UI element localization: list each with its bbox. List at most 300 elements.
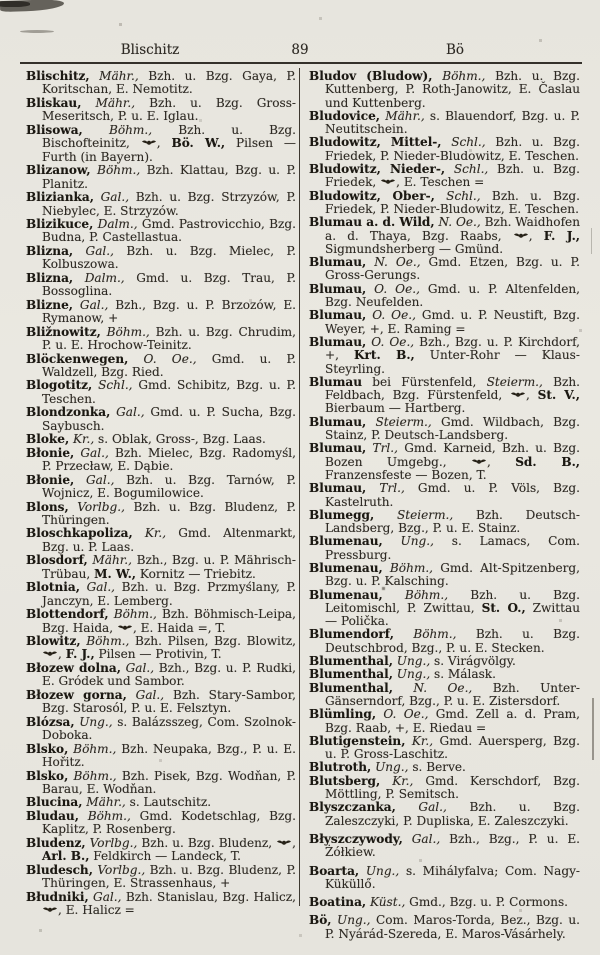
- gazetteer-entry: [309, 628, 580, 655]
- entry-text-segment: Zwittau — Polička.: [325, 600, 580, 629]
- entry-text-segment: ,: [292, 835, 296, 850]
- entry-text-segment: Boarta,: [309, 863, 360, 878]
- entry-text-segment: Bloschkapoliza,: [26, 526, 133, 541]
- entry-text-segment: Bloke,: [26, 432, 70, 447]
- gazetteer-entry: [309, 482, 580, 509]
- entry-text-segment: Bzh., Bzg., P. u. E. Żółkiew.: [325, 831, 580, 860]
- entry-text-segment: Bludesch,: [26, 862, 93, 877]
- entry-text-segment: Vorlbg.,: [92, 862, 146, 877]
- entry-text-segment: Blutroth,: [309, 760, 372, 775]
- gazetteer-entry: [309, 708, 580, 735]
- entry-text-segment: Gal.,: [402, 831, 441, 846]
- gazetteer-entry: [309, 775, 580, 802]
- entry-text-segment: Blutigenstein,: [309, 733, 406, 748]
- gazetteer-entry: [26, 433, 296, 446]
- entry-text-segment: Błyszczywody,: [309, 831, 403, 846]
- entry-text-segment: Pilsen — Furth (in Bayern).: [42, 136, 296, 164]
- entry-text-segment: Kr.,: [405, 733, 434, 748]
- entry-text-segment: Trl.,: [366, 481, 405, 496]
- entry-text-segment: Sigmundsherberg — Gmünd.: [325, 241, 504, 256]
- gazetteer-entry: [26, 662, 296, 689]
- entry-text-segment: Blizanow,: [26, 163, 91, 178]
- entry-text-segment: Bzh. u. Bzg. Bludenz, P. Thüringen, E. Strassenhaus, +: [42, 862, 296, 891]
- entry-text-segment: M. W.,: [94, 566, 137, 581]
- entry-text-segment: Bzh. u. Bzg. Bischofteinitz,: [42, 122, 296, 151]
- gazetteer-entry: [26, 743, 296, 770]
- entry-text-segment: Blumau: [309, 374, 363, 389]
- entry-text-segment: , E. Haida =, T.: [132, 620, 226, 635]
- entry-text-segment: Gal.,: [73, 243, 114, 258]
- entry-text-segment: Bzh. u. Bzg. Gross-Meseritsch, P. u. E. Iglau.: [42, 95, 296, 124]
- entry-text-segment: Com. Maros-Torda, Bez., Bzg. u. P. Nyárád-Szereda, E. Maros-Vásárhely.: [325, 913, 580, 941]
- entry-text-segment: s. Virágvölgy.: [430, 654, 516, 669]
- entry-text-segment: Böhm.,: [68, 768, 117, 783]
- entry-text-segment: Bzh. Stanislau, Bzg. Halicz,: [121, 889, 296, 904]
- railway-winged-wheel-icon: [43, 905, 57, 914]
- entry-text-segment: Błonie,: [26, 445, 75, 460]
- entry-text-segment: Bzh. u. Bzg. Mielec, P. Kolbuszowa.: [42, 243, 296, 272]
- entry-text-segment: , E. Halicz =: [58, 903, 135, 918]
- gazetteer-entry: [26, 379, 296, 406]
- entry-text-segment: Gmd. Kodetschlag, Bzg. Kaplitz, P. Rosenberg.: [42, 808, 296, 837]
- entry-text-segment: O. Oe.,: [366, 308, 416, 323]
- entry-text-segment: Böhm.,: [382, 560, 434, 575]
- entry-text-segment: Gmd. Pastrovicchio, Bzg. Budna, P. Castellastua.: [42, 216, 296, 245]
- entry-text-segment: Gmd. Zell a. d. Pram, Bzg. Raab, +, E. Riedau =: [325, 707, 580, 735]
- header-rule: [20, 62, 582, 64]
- entry-text-segment: Blondzonka,: [26, 405, 111, 420]
- entry-text-segment: Böhm.,: [432, 69, 486, 83]
- entry-text-segment: Blózsa,: [26, 714, 75, 729]
- entry-text-segment: Blumau,: [309, 308, 367, 323]
- entry-text-segment: Gmd. u. P. Altenfelden, Bzg. Neufelden.: [325, 281, 580, 310]
- entry-text-segment: F. J.,: [65, 647, 95, 662]
- entry-text-segment: Gmd. u. P. Waldzell, Bzg. Ried.: [42, 351, 296, 379]
- entry-text-segment: Kr.,: [69, 432, 95, 447]
- entry-text-segment: Gmd. Auersperg, Bzg. u. P. Gross-Laschitz.: [325, 733, 580, 762]
- entry-text-segment: s. Mihályfalva; Com. Nagy-Küküllő.: [325, 863, 580, 891]
- entry-text-segment: Bö. W.,: [171, 136, 226, 151]
- entry-text-segment: Blischitz,: [26, 69, 90, 83]
- gazetteer-entry: [309, 283, 580, 310]
- entry-text-segment: Dalm.,: [93, 216, 138, 231]
- gazetteer-entry: [26, 245, 296, 272]
- gazetteer-entry: [26, 581, 296, 608]
- entry-text-segment: Böhm.,: [90, 163, 141, 178]
- entry-text-segment: Blumau a. d. Wild,: [309, 215, 435, 230]
- gazetteer-entry: [309, 833, 580, 860]
- entry-text-segment: Blutsberg,: [309, 773, 381, 788]
- page-number: 89: [291, 42, 309, 58]
- entry-text-segment: Gmd. Schibitz, Bzg. u. P. Teschen.: [42, 378, 297, 406]
- railway-winged-wheel-icon: [277, 838, 291, 847]
- entry-text-segment: N. Oe.,: [392, 680, 473, 695]
- entry-text-segment: Blumenau,: [309, 560, 383, 575]
- gazetteer-entry: [26, 891, 296, 918]
- gazetteer-entry: [26, 218, 296, 245]
- entry-text-segment: ,: [528, 228, 544, 243]
- entry-text-segment: Mähr.,: [89, 69, 139, 83]
- gazetteer-entry: [26, 70, 296, 97]
- entry-text-segment: s. Oblak, Gross-, Bzg. Laas.: [94, 432, 266, 447]
- scan-artifact: [0, 0, 1, 1]
- gazetteer-entry: [309, 216, 580, 256]
- gazetteer-entry: [26, 272, 296, 299]
- entry-text-segment: Gmd. Wildbach, Bzg. Stainz, P. Deutsch-Landsberg.: [325, 414, 580, 443]
- left-column: [26, 70, 296, 918]
- entry-text-segment: Gmd. Karneid, Bzh. u. Bzg. Bozen Umgebg.,: [325, 441, 581, 469]
- entry-text-segment: Bludowitz, Nieder-,: [309, 162, 446, 177]
- entry-text-segment: Gmd. u. P. Völs, Bzg. Kastelruth.: [325, 481, 580, 509]
- gazetteer-entry: [26, 796, 296, 809]
- entry-text-segment: Błozew dolna,: [26, 660, 121, 675]
- entry-text-segment: Blumegg,: [309, 507, 375, 522]
- entry-text-segment: Blumau,: [309, 281, 367, 296]
- gazetteer-entry: [309, 416, 580, 443]
- gazetteer-entry: [309, 110, 580, 137]
- entry-text-segment: Bzh., Bzg. u. P. Rudki, E. Gródek und Sambor.: [42, 660, 296, 689]
- entry-text-segment: Steierm.,: [374, 507, 454, 522]
- entry-text-segment: Blumau,: [309, 414, 367, 429]
- entry-text-segment: O. Oe.,: [366, 334, 415, 349]
- entry-text-segment: Gmd., Bzg. u. P. Cormons.: [405, 895, 569, 910]
- entry-text-segment: , E. Teschen =: [396, 175, 485, 190]
- entry-text-segment: Mähr.,: [380, 108, 425, 123]
- entry-text-segment: Gal.,: [74, 472, 115, 487]
- entry-text-segment: s. Málask.: [430, 667, 496, 682]
- gazetteer-entry: [309, 136, 580, 163]
- entry-text-segment: Blumau,: [309, 255, 367, 270]
- entry-text-segment: Steierm.,: [366, 414, 432, 429]
- entry-text-segment: Ung.,: [392, 654, 431, 669]
- entry-text-segment: St. V.,: [537, 388, 580, 403]
- entry-text-segment: Kr.,: [380, 773, 414, 788]
- scan-artifact: [592, 698, 594, 760]
- entry-text-segment: Schl.,: [434, 188, 481, 203]
- gazetteer-entry: [309, 914, 580, 941]
- gazetteer-entry: [26, 554, 296, 581]
- railway-winged-wheel-icon: [142, 138, 156, 147]
- gazetteer-entry: [26, 527, 296, 554]
- gazetteer-entry: [309, 896, 580, 909]
- entry-text-segment: Blyszczanka,: [309, 800, 396, 815]
- entry-text-segment: Bludenz,: [26, 835, 86, 850]
- entry-text-segment: Kr.,: [132, 526, 167, 541]
- entry-text-segment: Blumenau,: [309, 534, 383, 549]
- scan-artifact: [591, 228, 592, 254]
- entry-text-segment: s. Lautschitz.: [125, 795, 212, 810]
- entry-text-segment: Ung.,: [359, 863, 400, 878]
- gazetteer-entry: [26, 124, 296, 164]
- entry-text-segment: Böhm.,: [382, 587, 449, 602]
- entry-text-segment: Bzh. u. Bzg. Przmyślany, P. Janczyn, E. Lemberg.: [42, 580, 296, 608]
- entry-text-segment: s. Berve.: [408, 760, 466, 775]
- entry-text-segment: Błonie,: [26, 472, 75, 487]
- gazetteer-entry: [309, 589, 580, 629]
- entry-text-segment: O. Oe.,: [366, 281, 420, 296]
- gazetteer-entry: [309, 865, 580, 892]
- entry-text-segment: Bzh. u. Bzg. Friedek, P. Nieder-Bludowitz, E. Teschen.: [325, 188, 580, 216]
- entry-text-segment: Gal.,: [79, 580, 116, 595]
- gazetteer-entry: [309, 309, 580, 336]
- gazetteer-entry: [309, 535, 580, 562]
- entry-text-segment: Mähr.,: [82, 795, 126, 810]
- entry-text-segment: O. Oe.,: [128, 351, 197, 366]
- gazetteer-entry: [309, 190, 580, 217]
- entry-text-segment: Bliskau,: [26, 95, 82, 110]
- gazetteer-entry: [309, 735, 580, 762]
- entry-text-segment: Ung.,: [74, 714, 113, 729]
- entry-text-segment: Bzh. u. Bzg. Friedek,: [325, 162, 581, 190]
- gazetteer-entry: [26, 689, 296, 716]
- entry-text-segment: Blizne,: [26, 297, 73, 312]
- gazetteer-entry: [309, 442, 580, 482]
- entry-text-segment: Bzh. u. Bzg. Bludenz, P. Thüringen.: [42, 499, 296, 527]
- entry-text-segment: Bzh. Pisek, Bzg. Wodňan, P. Barau, E. Wodňan.: [42, 768, 296, 797]
- gazetteer-entry: [309, 376, 580, 416]
- column-divider: [299, 68, 300, 906]
- scan-artifact: [0, 1, 30, 7]
- entry-text-segment: ,: [58, 647, 66, 662]
- entry-text-segment: Küst.,: [366, 895, 406, 910]
- gazetteer-entry: [26, 501, 296, 528]
- entry-text-segment: Pilsen — Protivin, T.: [94, 647, 222, 662]
- entry-text-segment: Vorlbg.,: [85, 835, 138, 850]
- entry-text-segment: Ung.,: [392, 667, 431, 682]
- gazetteer-entry: [26, 837, 296, 864]
- entry-text-segment: s. Lamacs, Com. Pressburg.: [325, 534, 580, 562]
- entry-text-segment: Bludau,: [26, 808, 79, 823]
- entry-text-segment: Blizna,: [26, 270, 74, 285]
- railway-winged-wheel-icon: [472, 457, 486, 466]
- entry-text-segment: Böhm.,: [108, 607, 157, 622]
- entry-text-segment: Gal.,: [110, 405, 145, 420]
- entry-text-segment: Blumau,: [309, 334, 367, 349]
- entry-text-segment: Bierbaum — Hartberg.: [325, 401, 466, 416]
- entry-text-segment: N. Oe.,: [434, 215, 481, 230]
- entry-text-segment: Bzh. Böhmisch-Leipa, Bzg. Haida,: [42, 607, 296, 635]
- entry-text-segment: O. Oe.,: [376, 707, 429, 722]
- entry-text-segment: Ung.,: [371, 760, 409, 775]
- entry-text-segment: Unter-Rohr — Klaus-Steyrling.: [325, 348, 580, 376]
- entry-text-segment: Böhm.,: [82, 122, 153, 137]
- entry-text-segment: Bzh., Bzg. u. P. Mährisch-Trübau,: [42, 553, 296, 581]
- gazetteer-entry: [26, 353, 296, 380]
- entry-text-segment: Blumendorf,: [309, 627, 394, 642]
- entry-text-segment: Böhm.,: [393, 627, 457, 642]
- entry-text-segment: Böhm.,: [68, 741, 117, 756]
- gazetteer-entry: [26, 864, 296, 891]
- entry-text-segment: Sd. B.,: [515, 454, 580, 469]
- entry-text-segment: ,: [156, 136, 172, 151]
- header-left-keyword: Blischitz: [120, 42, 180, 58]
- entry-text-segment: Gal.,: [74, 445, 109, 460]
- entry-text-segment: Bzh. Feldbach, Bzg. Fürstenfeld,: [325, 374, 581, 403]
- entry-text-segment: Ung.,: [382, 534, 434, 549]
- entry-text-segment: Gal.,: [93, 190, 130, 205]
- entry-text-segment: Schl.,: [92, 378, 133, 393]
- gazetteer-entry: [26, 406, 296, 433]
- entry-text-segment: N. Oe.,: [366, 255, 421, 270]
- entry-text-segment: Bzh. u. Bzg. Strzyzów, P. Niebylec, E. Strzyzów.: [42, 190, 296, 218]
- gazetteer-entry: [26, 326, 296, 353]
- entry-text-segment: Bzh. Unter-Gänserndorf, Bzg., P. u. E. Zistersdorf.: [325, 680, 580, 708]
- entry-text-segment: Blsko,: [26, 741, 69, 756]
- entry-text-segment: Krt. B.,: [354, 348, 415, 363]
- entry-text-segment: Vorlbg.,: [68, 499, 125, 514]
- railway-winged-wheel-icon: [43, 649, 57, 658]
- entry-text-segment: Gal.,: [72, 297, 109, 312]
- entry-text-segment: Schl.,: [445, 162, 489, 177]
- entry-text-segment: Gmd. Alt-Spitzenberg, Bzg. u. P. Kalsching.: [325, 560, 580, 589]
- entry-text-segment: Kornitz — Triebitz.: [136, 566, 256, 581]
- entry-text-segment: Blsko,: [26, 768, 69, 783]
- entry-text-segment: Bzh. u. Bzg. Gaya, P. Koritschan, E. Nemotitz.: [42, 69, 296, 97]
- entry-text-segment: Gal.,: [88, 889, 122, 904]
- entry-text-segment: Bludowitz, Ober-,: [309, 188, 435, 203]
- gazetteer-entry: [309, 256, 580, 283]
- entry-text-segment: Bzh. u. Bzg. Bludenz,: [137, 835, 277, 850]
- entry-text-segment: Bludowitz, Mittel-,: [309, 135, 442, 150]
- entry-text-segment: Bližnowitz,: [26, 324, 101, 339]
- gazetteer-entry: [309, 801, 580, 828]
- entry-text-segment: Blogotitz,: [26, 378, 93, 393]
- gazetteer-entry: [309, 761, 580, 774]
- entry-text-segment: Blumau,: [309, 441, 367, 456]
- entry-text-segment: Bzh. u. Bzg. Chrudim, P. u. E. Hrochow-Teinitz.: [42, 324, 296, 353]
- entry-text-segment: Błudniki,: [26, 889, 89, 904]
- entry-text-segment: Gmd. u. P. Sucha, Bzg. Saybusch.: [42, 405, 296, 433]
- entry-text-segment: Bzh. u. Bzg. Leitomischl, P. Zwittau,: [325, 587, 580, 615]
- entry-text-segment: Trl.,: [366, 441, 398, 456]
- gazetteer-entry: [26, 474, 296, 501]
- entry-text-segment: Blumenthal,: [309, 680, 393, 695]
- entry-text-segment: Mähr.,: [87, 553, 132, 568]
- entry-text-segment: Blumau,: [309, 481, 367, 496]
- entry-text-segment: Blottendorf,: [26, 607, 109, 622]
- entry-text-segment: Bzh. u. Bzg. Zaleszczyki, P. Dupliska, E. Zaleszczyki.: [325, 800, 580, 828]
- entry-text-segment: Feldkirch — Landeck, T.: [89, 849, 241, 864]
- running-header: [0, 42, 600, 60]
- entry-text-segment: Gal.,: [395, 800, 447, 815]
- entry-text-segment: Mähr.,: [81, 95, 136, 110]
- entry-text-segment: Bzh. u. Bzg. Kuttenberg, P. Roth-Janowitz, E. Časlau und Kuttenberg.: [325, 69, 580, 110]
- gazetteer-entry: [26, 191, 296, 218]
- railway-winged-wheel-icon: [514, 231, 528, 240]
- gazetteer-entry: [26, 635, 296, 662]
- scan-artifact: [20, 30, 54, 33]
- gazetteer-entry: [309, 682, 580, 709]
- entry-text-segment: ,: [486, 454, 516, 469]
- entry-text-segment: Bzh. Deutsch-Landsberg, Bzg., P. u. E. Stainz.: [325, 507, 580, 536]
- gazetteer-entry: [309, 668, 580, 681]
- entry-text-segment: Bzh., Bzg. u. P. Kirchdorf, +,: [325, 334, 581, 363]
- entry-text-segment: Gmd. Etzen, Bzg. u. P. Gross-Gerungs.: [325, 255, 580, 283]
- gazetteer-entry: [26, 447, 296, 474]
- entry-text-segment: Bzh. Mielec, Bzg. Radomyśl, P. Przecław, E. Dąbie.: [42, 445, 296, 474]
- entry-text-segment: Böhm.,: [100, 324, 150, 339]
- entry-text-segment: Boatina,: [309, 895, 367, 910]
- entry-text-segment: Blumenthal,: [309, 654, 393, 669]
- entry-text-segment: Bzh., Bzg. u. P. Brzozów, E. Rymanow, +: [42, 297, 297, 326]
- entry-text-segment: Bzh. u. Bzg. Friedek, P. Nieder-Bludowitz, E. Teschen.: [325, 135, 581, 163]
- entry-text-segment: Gmd. Kerschdorf, Bzg. Möttling, P. Semitsch.: [325, 773, 580, 802]
- gazetteer-entry: [26, 716, 296, 743]
- entry-text-segment: Steierm.,: [476, 374, 543, 389]
- gazetteer-entry: [26, 810, 296, 837]
- right-column: [309, 70, 580, 941]
- entry-text-segment: Blotnia,: [26, 580, 80, 595]
- railway-winged-wheel-icon: [118, 623, 132, 632]
- entry-text-segment: ,: [526, 388, 538, 403]
- entry-text-segment: Blizna,: [26, 243, 74, 258]
- entry-text-segment: Bzh. u. Bzg. Tarnów, P. Wojnicz, E. Bogumilowice.: [42, 472, 296, 501]
- railway-winged-wheel-icon: [381, 177, 395, 186]
- entry-text-segment: Blosdorf,: [26, 553, 88, 568]
- entry-text-segment: Gmd. Altenmarkt, Bzg. u. P. Laas.: [42, 526, 296, 554]
- gazetteer-entry: [309, 163, 580, 190]
- gazetteer-entry: [309, 70, 580, 110]
- entry-text-segment: Blumenthal,: [309, 667, 393, 682]
- entry-text-segment: Blizikuce,: [26, 216, 94, 231]
- entry-text-segment: bei Fürstenfeld,: [362, 374, 477, 389]
- entry-text-segment: Błozew gorna,: [26, 687, 127, 702]
- entry-text-segment: Gal.,: [126, 687, 165, 702]
- entry-text-segment: Blümling,: [309, 707, 377, 722]
- entry-text-segment: Bzh. u. Bzg. Deutschbrod, Bzg., P. u. E. Stecken.: [325, 627, 580, 655]
- gazetteer-entry: [26, 97, 296, 124]
- gazetteer-entry: [309, 336, 580, 376]
- entry-text-segment: Bö,: [309, 913, 332, 928]
- entry-text-segment: Gal.,: [120, 660, 155, 675]
- entry-text-segment: Bludov (Bludow),: [309, 69, 433, 83]
- entry-text-segment: Bzh. Klattau, Bzg. u. P. Planitz.: [42, 163, 296, 191]
- gazetteer-entry: [309, 509, 580, 536]
- entry-text-segment: Bzh. Stary-Sambor, Bzg. Starosól, P. u. E. Felsztyn.: [42, 687, 296, 716]
- entry-text-segment: Blumenau,: [309, 587, 383, 602]
- entry-text-segment: Dalm.,: [73, 270, 125, 285]
- entry-text-segment: Gmd. u. Bzg. Trau, P. Bossoglina.: [42, 270, 297, 299]
- gazetteer-entry: [26, 164, 296, 191]
- entry-text-segment: Blöckenwegen,: [26, 351, 129, 366]
- gazetteer-entry: [309, 562, 580, 589]
- entry-text-segment: Ung.,: [331, 913, 371, 928]
- entry-text-segment: St. O.,: [481, 600, 526, 615]
- entry-text-segment: Bludovice,: [309, 108, 381, 123]
- entry-text-segment: s. Balázsszeg, Com. Szolnok-Doboka.: [42, 714, 296, 743]
- entry-text-segment: Blizianka,: [26, 190, 94, 205]
- railway-winged-wheel-icon: [511, 390, 525, 399]
- header-right-keyword: Bö: [445, 42, 465, 58]
- gazetteer-entry: [26, 608, 296, 635]
- entry-text-segment: Franzensfeste — Bozen, T.: [325, 467, 487, 482]
- gazetteer-entry: [26, 770, 296, 797]
- entry-text-segment: Bzh. Pilsen, Bzg. Blowitz,: [129, 634, 296, 649]
- entry-text-segment: Böhm.,: [78, 808, 131, 823]
- entry-text-segment: Böhm.,: [80, 634, 130, 649]
- entry-text-segment: F. J.,: [543, 228, 580, 243]
- entry-text-segment: Gmd. u. P. Neustift, Bzg. Weyer, +, E. Raming =: [325, 308, 580, 336]
- entry-text-segment: Schl.,: [441, 135, 486, 150]
- entry-text-segment: Bzh. Neupaka, Bzg., P. u. E. Hořitz.: [42, 741, 296, 770]
- entry-text-segment: Arl. B.,: [42, 849, 90, 864]
- entry-text-segment: s. Blauendorf, Bzg. u. P. Neutitschein.: [325, 108, 580, 137]
- entry-text-segment: Blowitz,: [26, 634, 81, 649]
- gazetteer-entry: [26, 299, 296, 326]
- entry-text-segment: Blisowa,: [26, 122, 83, 137]
- entry-text-segment: Bzh. Waidhofen a. d. Thaya, Bzg. Raabs,: [325, 215, 580, 243]
- entry-text-segment: Blons,: [26, 499, 69, 514]
